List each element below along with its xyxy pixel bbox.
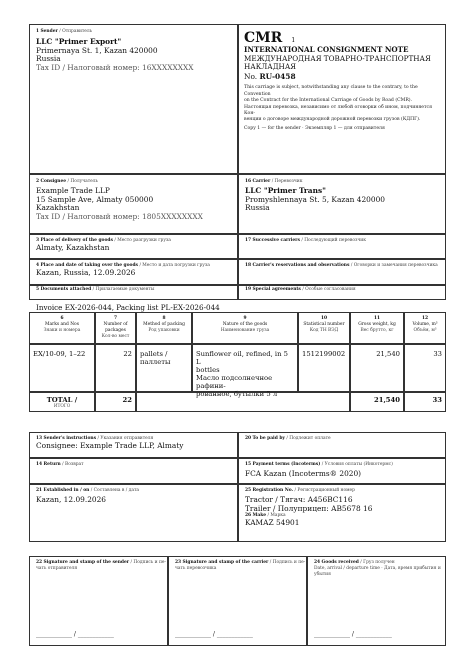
column-number: 10 [320, 316, 328, 321]
delivery-place-box [29, 234, 238, 259]
box-number: 1 [36, 29, 40, 34]
box-label-ru: / Особые согласования [302, 287, 356, 292]
title-en: INTERNATIONAL CONSIGNMENT NOTE [244, 45, 409, 54]
total-label-ru: ИТОГО [53, 404, 71, 409]
special-agreements-header [245, 287, 439, 293]
to-be-paid-box [238, 432, 446, 458]
total-volume: 33 [432, 396, 442, 404]
column-label-ru: Знаки и номера [43, 328, 81, 333]
column-label-en: Number of [103, 322, 128, 327]
box-number: 5 [36, 287, 40, 292]
box-label-ru: / Последующий перевозчик [301, 238, 366, 243]
box-label-en: Place and date of taking over the goods [40, 263, 139, 268]
taking-over-value: Kazan, Russia, 12.09.2026 [36, 268, 136, 277]
goods-value-en-2: bottles [196, 366, 220, 374]
box-label-en: Special agreements [252, 287, 301, 292]
box-label-ru: / Перевозчик [271, 179, 303, 184]
consignee-box [29, 174, 238, 234]
carrier-signature-line: ____________ / ____________ [175, 631, 253, 638]
box-number: 19 [245, 287, 252, 292]
box-label-en: Carrier's reservations and observations [252, 263, 350, 268]
box-label-en: Consignee [40, 179, 67, 184]
total-weight-cell [350, 392, 404, 412]
cmr-title-line [244, 27, 440, 46]
payment-terms-value: FCA Kazan (Incoterms® 2020) [245, 469, 362, 478]
column-number: 12 [421, 316, 429, 321]
sender-address: Primernaya St. 1, Kazan 420000 [36, 45, 158, 55]
box-number: 21 [36, 488, 43, 493]
cmr-code: CMR [244, 30, 283, 46]
title-ru-1: МЕЖДУНАРОДНАЯ ТОВАРНО-ТРАНСПОРТНАЯ [244, 53, 431, 63]
box-number: 14 [36, 462, 43, 467]
title-ru-2: НАКЛАДНАЯ [244, 62, 297, 72]
column-label-ru: Объём, м³ [413, 328, 437, 333]
box-number: 24 [314, 560, 321, 565]
box-label-en: Sender [40, 29, 58, 34]
box-number: 26 [245, 513, 252, 519]
box-label-ru-2: чать перевозчика [175, 566, 217, 571]
total-label-cell [29, 392, 95, 412]
document-number-label: No. [244, 71, 258, 81]
return-header [36, 462, 231, 468]
established-value: Kazan, 12.09.2026 [36, 495, 107, 504]
delivery-place-value: Almaty, Kazakhstan [36, 243, 110, 252]
box-label-ru: / Груз получен [360, 560, 395, 565]
successive-carriers-header [245, 238, 439, 244]
carrier-reservations-box [238, 259, 446, 285]
box-label-en: Registration No. [252, 488, 294, 493]
sender-box [29, 24, 238, 174]
goods-received-sub-1: Date, arrival / departure time · Дата, время прибытия и [314, 566, 441, 571]
box-label-en: Documents attached [40, 287, 92, 292]
documents-attached-header [36, 287, 231, 293]
column-header-weight [350, 312, 404, 344]
cell-packing [136, 344, 192, 392]
consignee-header [36, 179, 231, 185]
box-label-ru: / Подпись и пе- [130, 560, 166, 565]
goods-received-box [307, 556, 446, 646]
box-number: 3 [36, 238, 40, 243]
sender-instructions-box [29, 432, 238, 458]
registration-box [238, 484, 446, 542]
sender-signature-box [29, 556, 168, 646]
taking-over-box [29, 259, 238, 285]
total-label-en: TOTAL / [46, 396, 78, 404]
column-label-ru: Кол-во мест [101, 334, 130, 339]
box-label-ru: / Регистрационный номер [294, 488, 355, 493]
copy-number: 1 [291, 37, 296, 44]
column-number: 7 [113, 316, 118, 321]
box-label-ru: / Условия оплаты (Инкотермс) [321, 462, 393, 467]
goods-value-ru-1: Масло подсолнечное рафини- [196, 374, 273, 390]
column-label-ru: Род упаковки [148, 328, 180, 333]
consignee-tax-id: Tax ID / Налоговый номер: 1805XXXXXXXX [36, 211, 203, 221]
column-label-en: Marks and Nos [45, 322, 79, 327]
box-number: 13 [36, 436, 43, 441]
total-volume-cell [404, 392, 446, 412]
registration-header [245, 488, 439, 494]
consignee-address: 15 Sample Ave, Almaty 050000 [36, 194, 154, 204]
convention-text-en-2: on the Contract for the International Carriage of Goods by Road (CMR). [244, 98, 413, 104]
carrier-signature-box [168, 556, 307, 646]
goods-received-sub-2: убытия [314, 572, 331, 577]
total-empty-cell [136, 392, 350, 412]
sender-header [36, 29, 231, 35]
box-label-en: Established in / on [43, 488, 90, 493]
box-number: 2 [36, 179, 40, 184]
box-label-ru: / Возврат [62, 462, 84, 467]
box-number: 18 [245, 263, 252, 268]
box-label-ru: / Получатель [67, 179, 98, 184]
cell-packages [95, 344, 136, 392]
box-label-ru: / Подлежит оплате [286, 436, 331, 441]
column-label-ru: Вес брутто, кг [360, 328, 394, 333]
copy-note: Copy 1 — for the sender · Экземпляр 1 — для отправителя [244, 125, 385, 131]
goods-value-ru-2: рованное, бутылки 5 л [196, 390, 278, 398]
column-header-goods [192, 312, 298, 344]
packing-value-ru: паллеты [140, 358, 171, 366]
return-box [29, 458, 238, 484]
column-header-statistical [298, 312, 350, 344]
box-label-en: Successive carriers [252, 238, 300, 243]
box-label-en: Return [43, 462, 61, 467]
box-number: 4 [36, 263, 40, 268]
packages-value: 22 [123, 350, 132, 358]
box-label-en: Carrier [252, 179, 271, 184]
make-value: KAMAZ 54901 [245, 518, 300, 528]
box-number: 15 [245, 462, 252, 467]
consignee-name: Example Trade LLP [36, 186, 110, 195]
box-label-ru: / Марка [267, 513, 286, 519]
carrier-reservations-header [245, 263, 439, 269]
cell-weight [350, 344, 404, 392]
box-label-en: Sender's instructions [43, 436, 97, 441]
tractor-value: Tractor / Тягач: A456BC116 [245, 495, 353, 504]
document-number-value: RU-0458 [259, 71, 296, 81]
total-packages-cell [95, 392, 136, 412]
column-number: 8 [162, 316, 166, 321]
box-label-en: Signature and stamp of the carrier [182, 560, 269, 565]
carrier-name: LLC "Primer Trans" [245, 186, 326, 195]
column-number: 6 [60, 316, 64, 321]
box-label-ru: / Прилагаемые документы [92, 287, 155, 292]
box-label-en: Place of delivery of the goods [40, 238, 113, 243]
box-number: 16 [245, 179, 252, 184]
marks-value: EX/10-09, 1–22 [33, 350, 86, 358]
box-label-ru: / Подпись и пе- [269, 560, 306, 565]
box-number: 22 [36, 560, 43, 565]
box-label-ru: / Оговорки и замечания перевозчика [350, 263, 438, 268]
box-number: 23 [175, 560, 182, 565]
to-be-paid-header [245, 436, 439, 442]
sender-instructions-value: Consignee: Example Trade LLP, Almaty [36, 441, 184, 450]
volume-value: 33 [433, 350, 442, 358]
document-number [244, 73, 440, 82]
weight-value: 21,540 [376, 350, 400, 358]
sender-tax-id: Tax ID / Налоговый номер: 16XXXXXXXX [36, 62, 194, 72]
box-number: 17 [245, 238, 252, 243]
column-header-volume [404, 312, 446, 344]
total-weight: 21,540 [373, 396, 400, 404]
box-label-en: Signature and stamp of the sender [43, 560, 130, 565]
box-label-ru: / Место и дата погрузки груза [139, 263, 210, 268]
box-label-ru: / Место разгрузки груза [114, 238, 171, 243]
column-header-marks [29, 312, 95, 344]
trailer-value: Trailer / Полуприцеп: AB5678 16 [245, 503, 373, 513]
box-label-ru: / Составлена в / дата [90, 488, 140, 493]
successive-carriers-box [238, 234, 446, 259]
carrier-box [238, 174, 446, 234]
established-box [29, 484, 238, 542]
title-box [238, 24, 446, 174]
column-label-en: Nature of the goods [222, 322, 268, 327]
box-label-en: Make [252, 513, 267, 519]
cell-marks [29, 344, 95, 392]
box-label-en: Goods received [321, 560, 359, 565]
goods-received-line: ____________ / ____________ [314, 631, 392, 638]
column-label-en: Gross weight, kg [358, 322, 396, 327]
box-label-en: To be paid by [252, 436, 285, 441]
box-number: 20 [245, 436, 252, 441]
column-label-ru: Код ТН ВЭД [309, 328, 339, 333]
column-label-en: Method of packing [143, 322, 185, 327]
documents-attached-value: Invoice EX-2026-044, Packing list PL-EX-2026-044 [36, 303, 220, 312]
carrier-header [245, 179, 439, 185]
column-header-packages [95, 312, 136, 344]
convention-text-en-1: This carriage is subject, notwithstanding any clause to the contrary, to the Convention [244, 85, 418, 97]
box-number: 25 [245, 488, 252, 493]
total-packages: 22 [122, 396, 132, 404]
documents-attached-box [29, 285, 238, 300]
box-label-ru-2: чать отправителя [36, 566, 78, 571]
sender-country: Russia [36, 54, 61, 64]
cell-goods [192, 344, 298, 398]
carrier-country: Russia [245, 203, 270, 213]
goods-value-en-1: Sunflower oil, refined, in 5 L [196, 350, 288, 366]
statistical-value: 1512199002 [302, 350, 346, 358]
column-label-en: Volume, m³ [412, 322, 438, 327]
sender-name: LLC "Primer Export" [36, 37, 122, 46]
box-label-en: Payment terms (Incoterms) [252, 462, 321, 467]
payment-terms-header [245, 462, 439, 468]
column-label-ru: Наименование груза [220, 328, 270, 333]
packing-value-en: pallets / [140, 350, 168, 358]
column-number: 11 [373, 316, 381, 321]
convention-text-ru-1: Настоящая перевозка, независимо от любой оговорки об ином, подчиняется Кон- [244, 104, 433, 116]
sender-signature-line: ____________ / ____________ [36, 631, 114, 638]
cell-statistical [298, 344, 350, 392]
consignee-country: Kazakhstan [36, 203, 80, 213]
cell-volume [404, 344, 446, 392]
established-header [36, 488, 231, 494]
column-label-en-2: packages [105, 328, 126, 333]
column-number: 9 [243, 316, 247, 321]
box-label-ru: / Указания отправителя [97, 436, 154, 441]
column-header-packing [136, 312, 192, 344]
carrier-address: Promyshlennaya St. 5, Kazan 420000 [245, 194, 385, 204]
column-label-en: Statistical number [303, 322, 345, 327]
box-label-ru: / Отправитель [59, 29, 93, 34]
special-agreements-box [238, 285, 446, 300]
convention-text-ru-2: венции о договоре международной дорожной перевозки грузов (КДПГ). [244, 117, 421, 123]
payment-terms-box [238, 458, 446, 484]
